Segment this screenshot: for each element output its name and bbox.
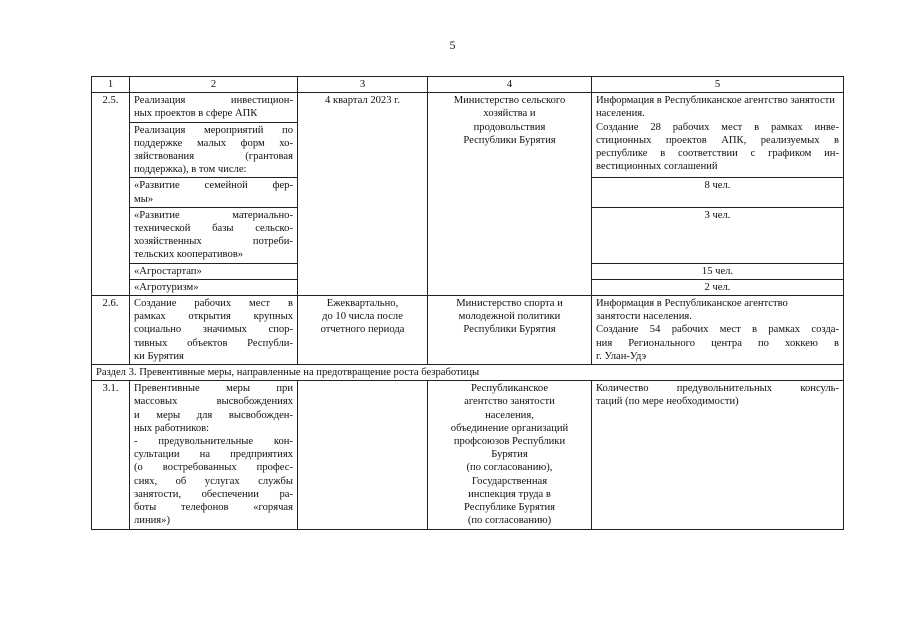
text-line: инспекция труда в <box>468 488 551 500</box>
term-cell: 4 квартал 2023 г. <box>298 93 428 296</box>
text-line: рамках открытия крупных <box>134 311 293 323</box>
text-line: республике в соответствии с графиком ин- <box>596 148 839 160</box>
text-line: ных работников: <box>134 422 210 434</box>
section-title: Раздел 3. Превентивные меры, направленные на предотвращение роста безработицы <box>92 365 844 381</box>
text-line: боты телефонов «горячая <box>134 502 293 514</box>
text-line: технической базы сельско- <box>134 223 293 235</box>
measures-table <box>91 76 844 530</box>
text-line: Превентивные меры при <box>134 383 293 395</box>
text-line: ки Бурятия <box>134 350 184 362</box>
text-line: вестиционных соглашений <box>596 161 718 173</box>
header-cell-5: 5 <box>592 77 844 93</box>
text-line: сультации на предприятиях <box>134 449 293 461</box>
text-line: хозяйства и <box>483 108 536 120</box>
text-line: Министерство сельского <box>453 95 566 107</box>
result-cell <box>592 93 844 178</box>
row-number: 3.1. <box>92 381 130 529</box>
text-line: Министерство спорта и <box>456 298 563 310</box>
text-line: ния Регионального центра по хоккею в <box>596 337 839 349</box>
text-line: - предувольнительные кон- <box>134 436 293 448</box>
text-line: агентство занятости <box>464 396 555 408</box>
section-row <box>92 365 844 381</box>
measure-title <box>130 296 298 365</box>
text-line: поддержка), в том числе: <box>134 164 247 176</box>
table-row-3-1 <box>92 381 844 529</box>
text-line: мы» <box>134 193 154 205</box>
table-row-2-5 <box>92 93 844 122</box>
page-number: 5 <box>449 38 456 52</box>
term-cell <box>298 381 428 529</box>
text-line: до 10 числа после <box>322 311 403 323</box>
text-line: хозяйственных потреби- <box>134 236 293 248</box>
text-line: поддержке малых форм хо- <box>134 137 293 149</box>
text-line: Ежеквартально, <box>326 298 399 310</box>
text-line: Создание 54 рабочих мест в рамках созда- <box>596 324 839 336</box>
measure-title <box>130 381 298 529</box>
result-cell: 2 чел. <box>592 279 844 295</box>
text-line: «Развитие семейной фер- <box>134 180 293 192</box>
text-line: г. Улан-Удэ <box>596 350 647 362</box>
result-cell: 15 чел. <box>592 263 844 279</box>
text-line: Информация в Республиканское агентство занятости населения. <box>596 95 835 120</box>
executor-cell <box>428 93 592 296</box>
text-line: социально значимых спор- <box>134 324 293 336</box>
result-cell: 8 чел. <box>592 178 844 207</box>
header-row <box>92 77 844 93</box>
text-line: тельских кооперативов» <box>134 249 244 261</box>
text-line: Реализация инвестицион- <box>134 95 293 107</box>
text-line: занятости населения. <box>596 311 692 323</box>
measure-title: «Агростартап» <box>130 263 298 279</box>
term-cell <box>298 296 428 365</box>
text-line: Количество предувольнительных консуль- <box>596 383 839 395</box>
text-line: массовых высвобождениях <box>134 396 293 408</box>
text-line: отчетного периода <box>320 324 405 336</box>
text-line: Реализация мероприятий по <box>134 124 293 136</box>
text-line: ных проектов в сфере АПК <box>134 108 258 120</box>
executor-cell <box>428 296 592 365</box>
text-line: Создание 28 рабочих мест в рамках инве- <box>596 121 839 133</box>
measure-title <box>130 93 298 122</box>
result-cell <box>592 296 844 365</box>
measure-title: «Агротуризм» <box>130 279 298 295</box>
text-line: занятости, обеспечении ра- <box>134 488 293 500</box>
header-cell-3: 3 <box>298 77 428 93</box>
result-cell: 3 чел. <box>592 207 844 263</box>
result-cell <box>592 381 844 529</box>
text-line: Республике Бурятия <box>463 502 556 514</box>
text-line: сиях, об услугах службы <box>134 475 293 487</box>
text-line: Информация в Республиканское агентство <box>596 298 788 310</box>
measure-title <box>130 207 298 263</box>
text-line: Республики Бурятия <box>463 134 556 146</box>
text-line: профсоюзов Республики <box>453 436 566 448</box>
header-cell-2: 2 <box>130 77 298 93</box>
text-line: (по согласованию), <box>466 462 553 474</box>
text-line: стиционных проектов АПК, реализуемых в <box>596 134 839 146</box>
text-line: продовольствия <box>473 121 546 133</box>
text-line: и меры для высвобожден- <box>134 409 293 421</box>
text-line: Бурятия <box>491 449 528 461</box>
executor-cell <box>428 381 592 529</box>
text-line: Создание рабочих мест в <box>134 298 293 310</box>
text-line: объединение организаций <box>450 422 569 434</box>
measure-title <box>130 178 298 207</box>
text-line: (о востребованных профес- <box>134 462 293 474</box>
text-line: «Развитие материально- <box>134 209 293 221</box>
text-line: зяйствования (грантовая <box>134 151 293 163</box>
text-line: Государственная <box>471 475 548 487</box>
text-line: Республики Бурятия <box>463 324 556 336</box>
text-line: молодежной политики <box>458 311 561 323</box>
row-number: 2.5. <box>92 93 130 296</box>
text-line: (по согласованию) <box>467 515 552 527</box>
measure-title <box>130 122 298 178</box>
text-line: населения, <box>485 409 534 421</box>
row-number: 2.6. <box>92 296 130 365</box>
text-line: тивных объектов Республи- <box>134 337 293 349</box>
header-cell-1: 1 <box>92 77 130 93</box>
header-cell-4: 4 <box>428 77 592 93</box>
text-line: линия») <box>134 515 170 527</box>
text-line: таций (по мере необходимости) <box>596 396 739 408</box>
table-row-2-6 <box>92 296 844 365</box>
text-line: Республиканское <box>470 383 549 395</box>
